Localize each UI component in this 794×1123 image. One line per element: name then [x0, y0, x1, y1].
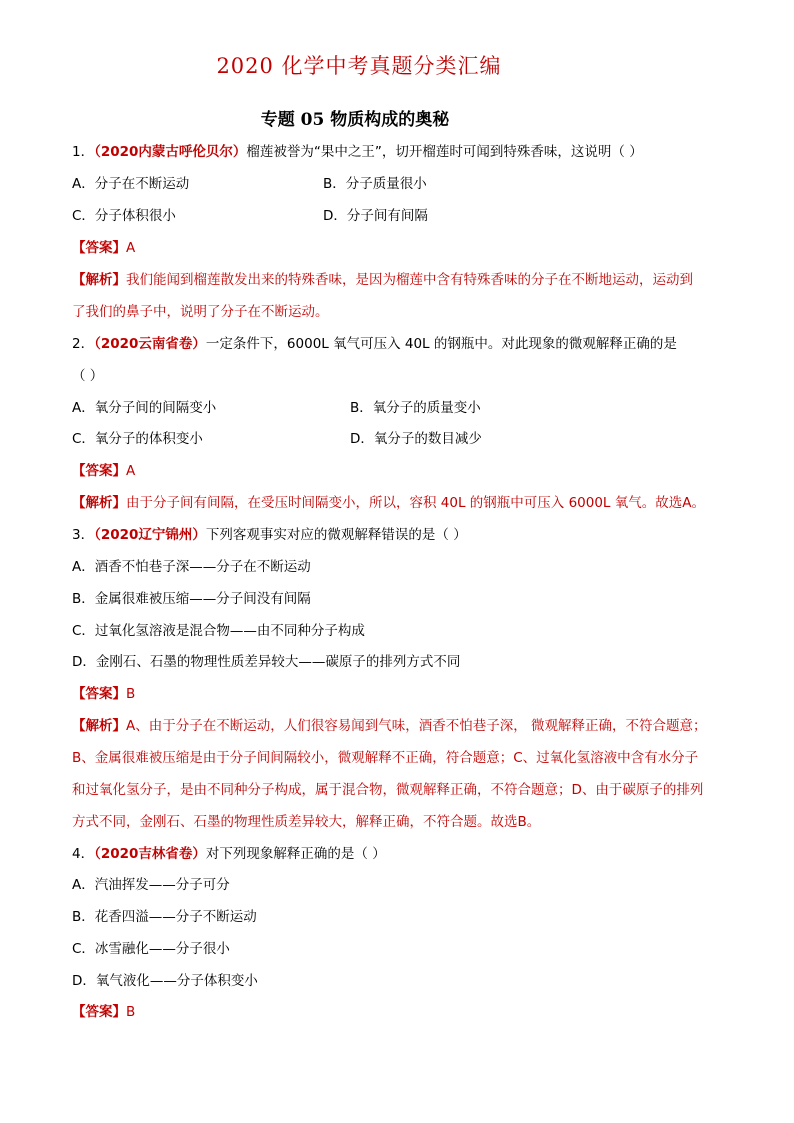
answer-label: 【答案】 — [72, 686, 126, 702]
analysis-line: B、金属很难被压缩是由于分子间间隔较小，微观解释不正确，符合题意；C、过氧化氢溶液中含有水分子 — [72, 750, 699, 766]
option-c: C．氧分子的体积变小 — [72, 431, 203, 447]
question-text: 下列客观事实对应的微观解释错误的是（ ） — [205, 527, 467, 543]
option-d: D．氧分子的数目减少 — [350, 431, 482, 447]
answer — [72, 237, 135, 259]
question-stem — [72, 141, 643, 163]
option-b: B．花香四溢——分子不断运动 — [72, 909, 257, 925]
answer-value: A — [126, 240, 136, 256]
question-source: （2020云南省卷） — [94, 336, 206, 352]
option-b: B．分子质量很小 — [323, 176, 427, 192]
option-a: A．分子在不断运动 — [72, 176, 190, 192]
answer-label: 【答案】 — [72, 463, 126, 479]
analysis-line: 和过氧化氢分子，是由不同种分子构成，属于混合物，微观解释正确，不符合题意；D、由于碳原子的排列 — [72, 782, 704, 798]
option-d: D．氧气液化——分子体积变小 — [72, 973, 258, 989]
option-d: D．分子间有间隔 — [323, 208, 428, 224]
answer — [72, 683, 135, 705]
option-c: C．冰雪融化——分子很小 — [72, 941, 230, 957]
question-text: 榴莲被誉为“果中之王”，切开榴莲时可闻到特殊香味，这说明（ ） — [246, 144, 643, 160]
answer-label: 【答案】 — [72, 1004, 126, 1020]
answer-value: B — [126, 686, 136, 702]
analysis-line: 方式不同，金刚石、石墨的物理性质差异较大，解释正确，不符合题。故选B。 — [72, 814, 541, 830]
question-number: 2． — [72, 336, 95, 352]
analysis-label: 【解析】 — [72, 718, 126, 734]
option-a: A．汽油挥发——分子可分 — [72, 877, 230, 893]
option-a: A．酒香不怕巷子深——分子在不断运动 — [72, 559, 311, 575]
topic-title: 专题 05 物质构成的奥秘 — [260, 110, 450, 130]
answer-value: A — [126, 463, 136, 479]
question-stem — [72, 524, 467, 546]
question-source: （2020内蒙古呼伦贝尔） — [94, 144, 247, 160]
option-b: B．金属很难被压缩——分子间没有间隔 — [72, 591, 311, 607]
question-stem-continued: （ ） — [72, 368, 104, 384]
question-source: （2020辽宁锦州） — [94, 527, 206, 543]
option-c: C．分子体积很小 — [72, 208, 176, 224]
answer-value: B — [126, 1004, 136, 1020]
option-c: C．过氧化氢溶液是混合物——由不同种分子构成 — [72, 623, 365, 639]
option-a: A．氧分子间的间隔变小 — [72, 400, 217, 416]
question-stem — [72, 333, 677, 355]
question-number: 3． — [72, 527, 95, 543]
answer-label: 【答案】 — [72, 240, 126, 256]
question-text: 对下列现象解释正确的是（ ） — [205, 846, 386, 862]
question-stem — [72, 843, 386, 865]
analysis-line: 【解析】由于分子间有间隔，在受压时间隔变小，所以，容积 40L 的钢瓶中可压入 6000L 氧气。故选A。 — [72, 495, 705, 511]
analysis-label: 【解析】 — [72, 272, 126, 288]
analysis-label: 【解析】 — [72, 495, 126, 511]
question-source: （2020吉林省卷） — [94, 846, 206, 862]
document-title: 2020 化学中考真题分类汇编 — [216, 54, 502, 78]
option-b: B．氧分子的质量变小 — [350, 400, 481, 416]
question-text: 一定条件下，6000L 氧气可压入 40L 的钢瓶中。对此现象的微观解释正确的是 — [205, 336, 677, 352]
analysis-line: 了我们的鼻子中，说明了分子在不断运动。 — [72, 304, 329, 320]
question-number: 4． — [72, 846, 95, 862]
option-d: D．金刚石、石墨的物理性质差异较大——碳原子的排列方式不同 — [72, 654, 461, 670]
analysis-line: 【解析】我们能闻到榴莲散发出来的特殊香味，是因为榴莲中含有特殊香味的分子在不断地运动，运动到 — [72, 272, 693, 288]
analysis-line: 【解析】A、由于分子在不断运动，人们很容易闻到气味，酒香不怕巷子深， 微观解释正确，不符合题意； — [72, 718, 707, 734]
answer — [72, 460, 135, 482]
question-number: 1． — [72, 144, 95, 160]
answer — [72, 1001, 135, 1023]
